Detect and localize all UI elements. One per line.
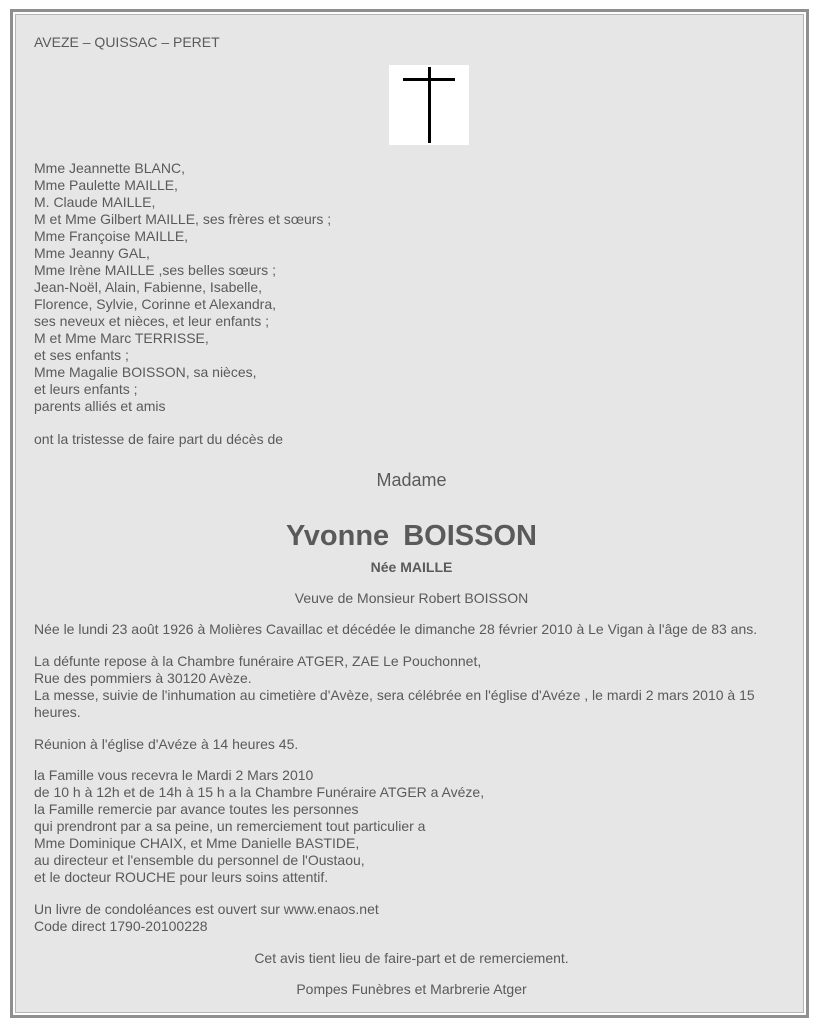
obituary-frame xyxy=(10,9,809,1018)
condolences-line: Code direct 1790-20100228 xyxy=(34,918,208,934)
family-line: M et Mme Marc TERRISSE, xyxy=(34,330,209,346)
family-line: M et Mme Gilbert MAILLE, ses frères et sœurs ; xyxy=(34,211,332,227)
repose-paragraph xyxy=(34,653,755,721)
family-line: Mme Irène MAILLE ,ses belles sœurs ; xyxy=(34,262,276,278)
reception-line: et le docteur ROUCHE pour leurs soins attentif. xyxy=(34,869,329,885)
company-name: Pompes Funèbres et Marbrerie Atger xyxy=(296,981,527,997)
cross-icon xyxy=(389,65,469,145)
reception-line: de 10 h à 12h et de 14h à 15 h a la Chambre Funéraire ATGER a Avéze, xyxy=(34,784,485,800)
repose-line: La messe, suivie de l'inhumation au cimetière d'Avèze, sera célébrée en l'église d'Avéze , le mardi 2 mars 2010 à 15 xyxy=(34,687,755,703)
condolences-line: Un livre de condoléances est ouvert sur www.enaos.net xyxy=(34,901,379,917)
obituary-panel xyxy=(15,14,804,1013)
deceased-title: Madame xyxy=(376,470,447,490)
reunion-text: Réunion à l'église d'Avéze à 14 heures 45. xyxy=(34,736,299,752)
header-locations: AVEZE – QUISSAC – PERET xyxy=(34,34,220,50)
family-line: M. Claude MAILLE, xyxy=(34,194,156,210)
family-line: et ses enfants ; xyxy=(34,347,129,363)
cross-horizontal-bar xyxy=(403,78,455,81)
reception-line: Mme Dominique CHAIX, et Mme Danielle BASTIDE, xyxy=(34,835,360,851)
announcement-text: ont la tristesse de faire part du décès de xyxy=(34,431,284,447)
family-line: Jean-Noël, Alain, Fabienne, Isabelle, xyxy=(34,279,263,295)
family-line: Florence, Sylvie, Corinne et Alexandra, xyxy=(34,296,277,312)
family-line: Mme Paulette MAILLE, xyxy=(34,177,178,193)
maiden-name: Née MAILLE xyxy=(370,559,453,575)
condolences-paragraph xyxy=(34,901,379,935)
reception-line: au directeur et l'ensemble du personnel de l'Oustaou, xyxy=(34,852,365,868)
notice-text: Cet avis tient lieu de faire-part et de remerciement. xyxy=(254,950,569,966)
family-list xyxy=(34,160,331,415)
family-line: ses neveux et nièces, et leur enfants ; xyxy=(34,313,270,329)
reception-line: la Famille remercie par avance toutes les personnes xyxy=(34,801,359,817)
widow-of: Veuve de Monsieur Robert BOISSON xyxy=(294,590,529,606)
reception-line: la Famille vous recevra le Mardi 2 Mars 2010 xyxy=(34,767,314,783)
repose-line: heures. xyxy=(34,704,81,720)
family-line: Mme Françoise MAILLE, xyxy=(34,228,189,244)
repose-line: Rue des pommiers à 30120 Avèze. xyxy=(34,670,252,686)
family-line: Mme Jeanny GAL, xyxy=(34,245,150,261)
family-line: Mme Jeannette BLANC, xyxy=(34,160,185,176)
family-line: parents alliés et amis xyxy=(34,398,166,414)
family-line: Mme Magalie BOISSON, sa nièces, xyxy=(34,364,257,380)
birth-death-text: Née le lundi 23 août 1926 à Molières Cavaillac et décédée le dimanche 28 février 2010 à Le Vigan à l'âge de 83 ans. xyxy=(34,621,758,637)
family-line: et leurs enfants ; xyxy=(34,381,138,397)
reception-line: qui prendront par a sa peine, un remerciement tout particulier a xyxy=(34,818,426,834)
deceased-name: Yvonne BOISSON xyxy=(286,520,537,552)
family-reception-paragraph xyxy=(34,767,484,886)
repose-line: La défunte repose à la Chambre funéraire ATGER, ZAE Le Pouchonnet, xyxy=(34,653,482,669)
